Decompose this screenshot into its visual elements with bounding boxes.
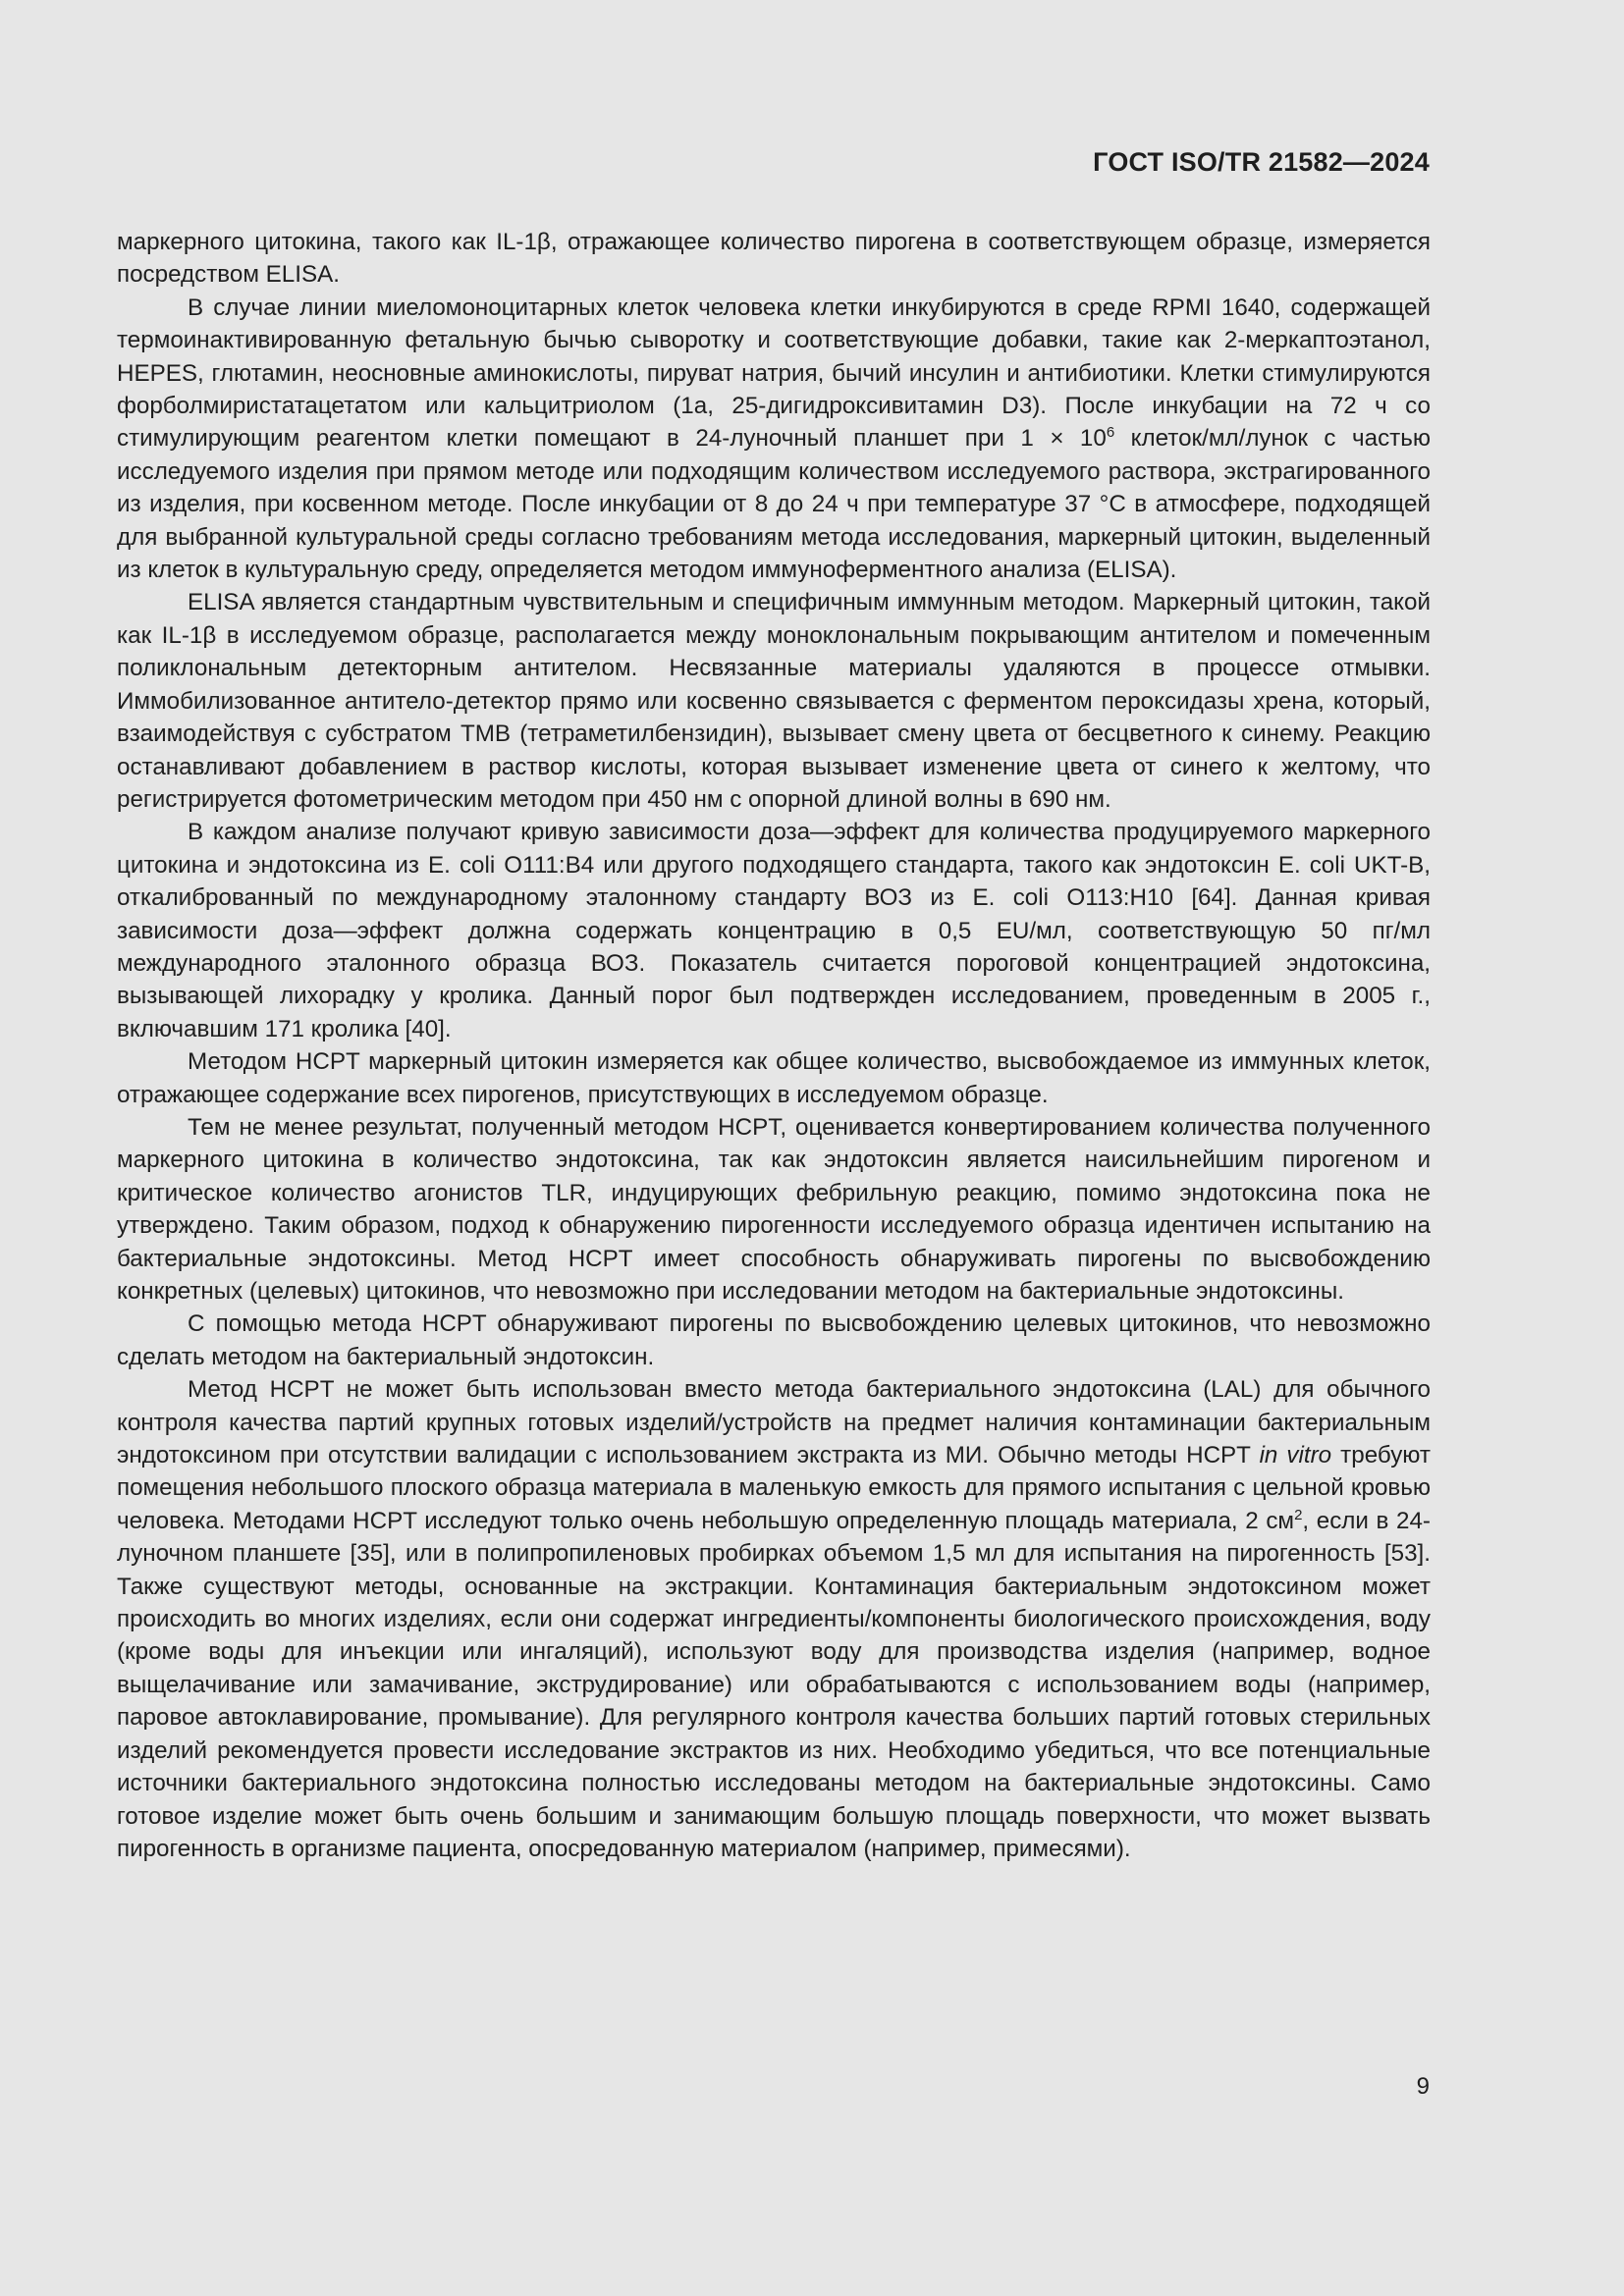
paragraph-8: [117, 1373, 1431, 1865]
paragraph-4: В каждом анализе получают кривую зависимости доза—эффект для количества продуцируемого маркерного цитокина и эндотоксина из E. coli O111:B4 или другого подходящего стандарта, такого как эндотоксин E. coli UKT-B, откалиброванный по международному эталонному стандарту ВОЗ из E. coli O113:H10 [64]. Данная кривая зависимости доза—эффект должна содержать концентрацию в 0,5 EU/мл, соответствующую 50 пг/мл международного эталонного образца ВОЗ. Показатель считается пороговой концентрацией эндотоксина, вызывающей лихорадку у кролика. Данный порог был подтвержден исследованием, проведенным в 2005 г., включавшим 171 кролика [40].: [117, 819, 1431, 1042]
paragraph-6: Тем не менее результат, полученный методом HCPT, оценивается конвертированием количества полученного маркерного цитокина в количество эндотоксина, так как эндотоксин является наисильнейшим пирогеном и критическое количество агонистов TLR, индуцирующих фебрильную реакцию, помимо эндотоксина пока не утверждено. Таким образом, подход к обнаружению пирогенности исследуемого образца идентичен испытанию на бактериальные эндотоксины. Метод HCPT имеет способность обнаруживать пирогены по высвобождению конкретных (целевых) цитокинов, что невозможно при исследовании методом на бактериальные эндотоксины.: [117, 1113, 1431, 1305]
paragraph-1: маркерного цитокина, такого как IL-1β, отражающее количество пирогена в соответствующем образце, измеряется посредством ELISA.: [117, 229, 1431, 289]
paragraph-8-part-b: требуют помещения небольшого плоского образца материала в маленькую емкость для прямого испытания с цельной кровью человека. Методами HCPT исследуют только очень небольшую определенную площадь материала, 2 см: [117, 1442, 1431, 1534]
paragraph-8-part-c: , если в 24-луночном планшете [35], или в полипропиленовых пробирках объемом 1,5 мл для испытания на пирогенность [53]. Также существуют методы, основанные на экстракции. Контаминация бактериальным эндотоксином может происходить во многих изделиях, если они содержат ингредиенты/компоненты биологического происхождения, воду (кроме воды для инъекции или ингаляций), используют воду для производства изделия (например, водное выщелачивание или замачивание, экструдирование) или обрабатываются с использованием воды (например, паровое автоклавирование, промывание). Для регулярного контроля качества больших партий готовых стерильных изделий рекомендуется провести исследование экстрактов из них. Необходимо убедиться, что все потенциальные источники бактериального эндотоксина полностью исследованы методом на бактериальные эндотоксины. Само готовое изделие может быть очень большим и занимающим большую площадь поверхности, что может вызвать пирогенность в организме пациента, опосредованную материалом (например, примесями).: [117, 1507, 1431, 1862]
paragraph-2-part-b: клеток/мл/лунок с частью исследуемого изделия при прямом методе или подходящим количеством исследуемого раствора, экстрагированного из изделия, при косвенном методе. После инкубации от 8 до 24 ч при температуре 37 °C в атмосфере, подходящей для выбранной культуральной среды согласно требованиям метода исследования, маркерный цитокин, выделенный из клеток в культуральную среду, определяется методом иммуноферментного анализа (ELISA).: [117, 425, 1431, 584]
exponent-6: 6: [1106, 424, 1115, 442]
page-number: 9: [1416, 2073, 1430, 2100]
document-body: [117, 226, 1431, 1865]
exponent-2: 2: [1294, 1506, 1303, 1523]
document-header-code: ГОСТ ISO/TR 21582—2024: [1093, 147, 1430, 177]
paragraph-8-part-a: Метод HCPT не может быть использован вместо метода бактериального эндотоксина (LAL) для обычного контроля качества партий крупных готовых изделий/устройств на предмет наличия контаминации бактериальным эндотоксином при отсутствии валидации с использованием экстракта из МИ. Обычно методы HCPT: [117, 1376, 1431, 1469]
italic-in-vitro: in vitro: [1259, 1442, 1332, 1469]
paragraph-3: ELISA является стандартным чувствительным и специфичным иммунным методом. Маркерный цитокин, такой как IL-1β в исследуемом образце, располагается между моноклональным покрывающим антителом и помеченным поликлональным детекторным антителом. Несвязанные материалы удаляются в процессе отмывки. Иммобилизованное антитело-детектор прямо или косвенно связывается с ферментом пероксидазы хрена, который, взаимодействуя с субстратом TMB (тетраметилбензидин), вызывает смену цвета от бесцветного к синему. Реакцию останавливают добавлением в раствор кислоты, которая вызывает изменение цвета от синего к желтому, что регистрируется фотометрическим методом при 450 нм с опорной длиной волны в 690 нм.: [117, 589, 1431, 813]
paragraph-2: [117, 292, 1431, 587]
paragraph-5: Методом HCPT маркерный цитокин измеряется как общее количество, высвобождаемое из иммунных клеток, отражающее содержание всех пирогенов, присутствующих в исследуемом образце.: [117, 1048, 1431, 1108]
paragraph-7: С помощью метода HCPT обнаруживают пирогены по высвобождению целевых цитокинов, что невозможно сделать методом на бактериальный эндотоксин.: [117, 1310, 1431, 1370]
paragraph-2-part-a: В случае линии миеломоноцитарных клеток человека клетки инкубируются в среде RPMI 1640, содержащей термоинактивированную фетальную бычью сыворотку и соответствующие добавки, такие как 2-меркаптоэтанол, HEPES, глютамин, неосновные аминокислоты, пируват натрия, бычий инсулин и антибиотики. Клетки стимулируются форболмиристатацетатом или кальцитриолом (1a, 25-дигидроксивитамин D3). После инкубации на 72 ч со стимулирующим реагентом клетки помещают в 24-луночный планшет при 1 × 10: [117, 294, 1431, 453]
